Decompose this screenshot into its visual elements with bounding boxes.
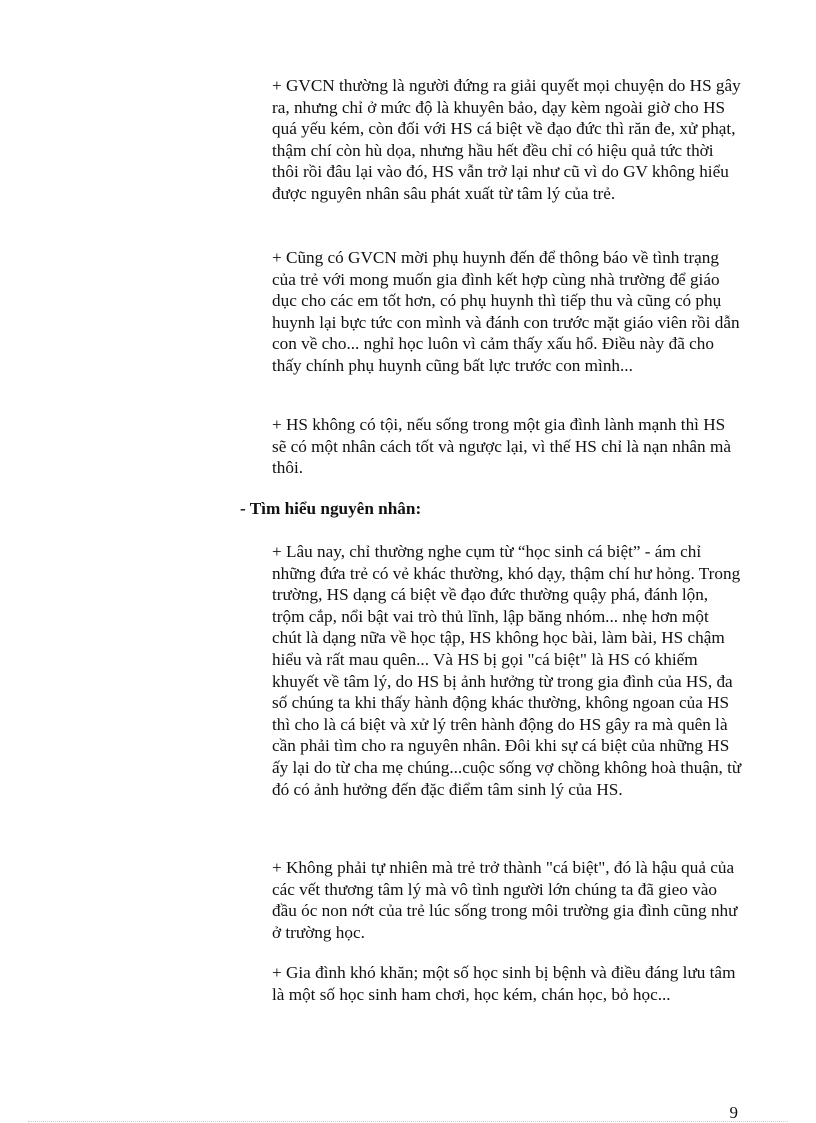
paragraph-parent-meeting: + Cũng có GVCN mời phụ huynh đến để thông báo về tình trạng của trẻ với mong muốn gia đình kết hợp cùng nhà trường để giáo dục cho các em tốt hơn, có phụ huynh thì tiếp thu và cũng có phụ huynh lại bực tức con mình và đánh con trước mặt giáo viên rồi dẫn con về cho... nghỉ học luôn vì cảm thấy xấu hổ. Điều này đã cho thấy chính phụ huynh cũng bất lực trước con mình... (272, 248, 740, 375)
paragraph-psychological-wounds: + Không phải tự nhiên mà trẻ trở thành "cá biệt", đó là hậu quả của các vết thương tâm lý mà vô tình người lớn chúng ta đã gieo vào đầu óc non nớt của trẻ lúc sống trong môi trường gia đình cũng như ở trường học. (272, 858, 738, 942)
footer-divider (28, 1121, 788, 1122)
section-heading-causes: - Tìm hiểu nguyên nhân: (240, 499, 422, 518)
paragraph-gvcn-handling: + GVCN thường là người đứng ra giải quyết mọi chuyện do HS gây ra, nhưng chỉ ở mức độ là khuyên bảo, dạy kèm ngoài giờ cho HS quá yếu kém, còn đối với HS cá biệt về đạo đức thì răn đe, xử phạt, thậm chí còn hù dọa, nhưng hầu hết đều chỉ có hiệu quả tức thời thôi rồi đâu lại vào đó, HS vẫn trở lại như cũ vì do GV không hiểu được nguyên nhân sâu phát xuất từ tâm lý của trẻ. (272, 76, 741, 203)
paragraph-special-students: + Lâu nay, chỉ thường nghe cụm từ “học sinh cá biệt” - ám chỉ những đứa trẻ có vẻ khác thường, khó dạy, thậm chí hư hỏng. Trong trường, HS dạng cá biệt về đạo đức thường quậy phá, đánh lộn, trộm cắp, nổi bật vai trò thủ lĩnh, lập băng nhóm... nhẹ hơn một chút là dạng nữa về học tập, HS không học bài, làm bài, HS chậm hiểu và rất mau quên... Và HS bị gọi "cá biệt" là HS có khiếm khuyết về tâm lý, do HS bị ảnh hưởng từ trong gia đình của HS, đa số chúng ta khi thấy hành động khác thường, không ngoan của HS thì cho là cá biệt và xử lý trên hành động do HS gây ra mà quên là cần phải tìm cho ra nguyên nhân. Đôi khi sự cá biệt của những HS ấy lại do từ cha mẹ chúng...cuộc sống vợ chồng không hoà thuận, từ đó có ảnh hưởng đến đặc điểm tâm sinh lý của HS. (272, 542, 742, 799)
paragraph-family-difficulties: + Gia đình khó khăn; một số học sinh bị bệnh và điều đáng lưu tâm là một số học sinh ham chơi, học kém, chán học, bỏ học... (272, 963, 736, 1004)
page-number: 9 (729, 1103, 738, 1122)
paragraph-student-victim: + HS không có tội, nếu sống trong một gia đình lành mạnh thì HS sẽ có một nhân cách tốt và ngược lại, vì thế HS chỉ là nạn nhân mà thôi. (272, 415, 731, 478)
